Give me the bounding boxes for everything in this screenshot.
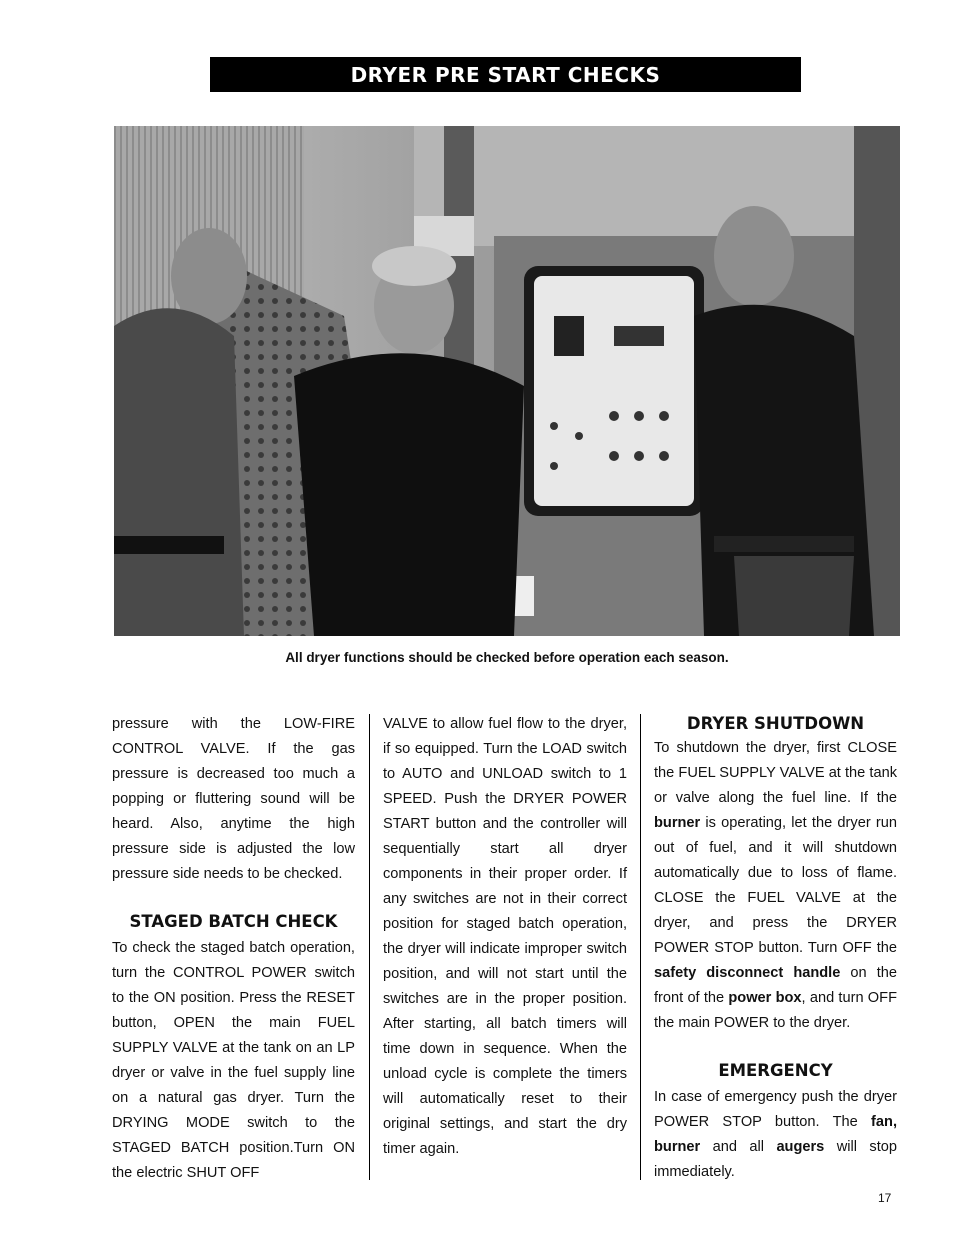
section-heading-dryer-shutdown: DRYER SHUTDOWN (686, 714, 865, 733)
section-heading-emergency: EMERGENCY (718, 1061, 833, 1080)
bold-term: safety disconnect handle (654, 965, 841, 981)
page-number: 17 (878, 1191, 892, 1205)
text-run: is operating, let the dryer run out of fuel, and it will shutdown automatically due to loss of flame. CLOSE the FUEL VALVE at the dryer, and press the DRYER POWER STOP button. Turn OFF the (654, 815, 897, 956)
bold-term: burner (654, 815, 701, 831)
bold-term: power box (728, 990, 802, 1006)
bold-term: fan, (871, 1114, 897, 1130)
text-run: will stop immediately. (654, 1139, 897, 1180)
dryer-photo (114, 126, 900, 636)
section-heading-staged-batch-check: STAGED BATCH CHECK (129, 912, 338, 931)
text-run: , and turn OFF the main POWER to the dryer. (654, 990, 897, 1031)
text-run: In case of emergency push the dryer POWER STOP button. The (654, 1089, 897, 1130)
paragraph: VALVE to allow fuel flow to the dryer, if so equipped. Turn the LOAD switch to AUTO and UNLOAD switch to 1 SPEED. Push the DRYER POWER START button and the controller will sequentially start all dryer components in their proper order. If any switches are not in their correct position for staged batch operation, the dryer will indicate improper switch position, and will not start until the switches are in the proper position. After starting, all batch timers will time down in sequence. When the unload cycle is complete the timers will automatically reset to their original settings, and start the dry timer again. (383, 716, 627, 1157)
text-run: on the front of the (654, 965, 897, 1006)
paragraph: To check the staged batch operation, turn the CONTROL POWER switch to the ON position. Press the RESET button, OPEN the main FUEL SUPPLY VALVE at the tank on an LP dryer or valve in the fuel supply line on a natural gas dryer. Turn the DRYING MODE switch to the STAGED BATCH position.Turn ON the electric SHUT OFF (112, 940, 355, 1181)
page-title (210, 57, 801, 92)
bold-term: burner (654, 1139, 701, 1155)
column-right (654, 712, 897, 1185)
text-run: To shutdown the dryer, first CLOSE the FUEL SUPPLY VALVE at the tank or valve along the fuel line. If the (654, 740, 897, 806)
bold-term: augers (776, 1139, 825, 1155)
column-middle (383, 712, 627, 1162)
paragraph (654, 1085, 897, 1185)
column-left (112, 712, 355, 1186)
column-divider (369, 714, 370, 1180)
page-title-text: DRYER PRE START CHECKS (350, 62, 661, 87)
paragraph: pressure with the LOW-FIRE CONTROL VALVE. If the gas pressure is decreased too much a popping or fluttering sound will be heard. Also, anytime the high pressure side is adjusted the low pressure side needs to be checked. (112, 716, 355, 882)
text-run: and all (700, 1139, 777, 1155)
column-divider (640, 714, 641, 1180)
photo-caption: All dryer functions should be checked before operation each season. (285, 650, 729, 665)
paragraph (654, 736, 897, 1036)
